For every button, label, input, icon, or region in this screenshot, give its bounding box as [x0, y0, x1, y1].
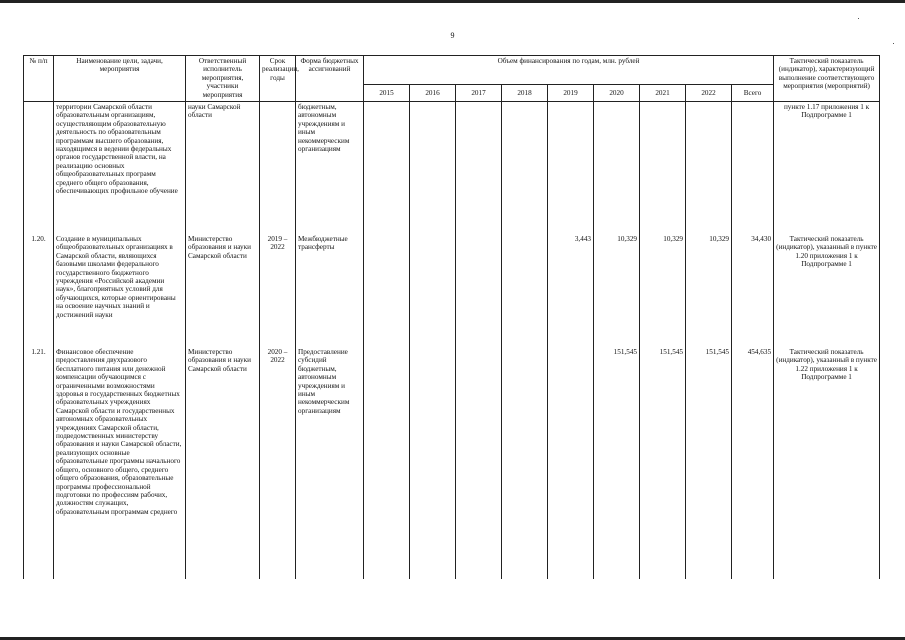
row-value: [410, 102, 456, 230]
row-value: [548, 344, 594, 579]
row-value: 10,329: [594, 229, 640, 344]
row-value: 151,545: [594, 344, 640, 579]
page-number: 9: [450, 31, 455, 40]
header-term: Срок реализации, годы: [260, 56, 296, 102]
row-value: 10,329: [640, 229, 686, 344]
header-funding: Объем финансирования по годам, млн. рублей: [364, 56, 774, 85]
row-indicator: пункте 1.17 приложения 1 к Подпрограмме 1: [774, 102, 880, 230]
table-row: [24, 102, 880, 230]
row-responsible: Министерство образования и науки Самарской области: [186, 229, 260, 344]
header-year: 2021: [640, 85, 686, 102]
row-value: [594, 102, 640, 230]
funding-table: [23, 55, 880, 579]
row-name: Создание в муниципальных общеобразовательных организациях в Самарской области, являющихся базовыми школами федерального государственного бюджетного учреждения «Российской академии наук», благоприятных условий для обучающихся, которые ориентированы на освоение научных знаний и достижений науки: [54, 229, 186, 344]
header-year: 2022: [686, 85, 732, 102]
row-value: [364, 229, 410, 344]
row-value: [456, 344, 502, 579]
header-form: Форма бюджетных ассигнований: [296, 56, 364, 102]
row-term: 2020 – 2022: [260, 344, 296, 579]
header-name: Наименование цели, задачи, мероприятия: [54, 56, 186, 102]
header-total: Всего: [732, 85, 774, 102]
row-value: [502, 344, 548, 579]
row-form: Предоставление субсидий бюджетным, автономным учреждениям и иным некоммерческим организациям: [296, 344, 364, 579]
row-value: 3,443: [548, 229, 594, 344]
row-num: 1.21.: [24, 344, 54, 579]
row-num: [24, 102, 54, 230]
header-year: 2019: [548, 85, 594, 102]
row-value: 151,545: [640, 344, 686, 579]
row-value: [640, 102, 686, 230]
header-year: 2017: [456, 85, 502, 102]
row-form: бюджетным, автономным учреждениям и иным некоммерческим организациям: [296, 102, 364, 230]
row-responsible: Министерство образования и науки Самарской области: [186, 344, 260, 579]
row-indicator: Тактический показатель (индикатор), указанный в пункте 1.20 приложения 1 к Подпрограмме 1: [774, 229, 880, 344]
row-value: [364, 344, 410, 579]
row-indicator: Тактический показатель (индикатор), указанный в пункте 1.22 приложения 1 к Подпрограмме 1: [774, 344, 880, 579]
row-total: 34,430: [732, 229, 774, 344]
row-name: территории Самарской области образовательным организациям, осуществляющим образовательную деятельность по образовательным программам высшего образования, находящимся в ведении федеральных органов государственной власти, на реализацию основных общеобразовательных программ среднего общего образования, обеспечивающих профильное обучение: [54, 102, 186, 230]
row-total: [732, 102, 774, 230]
row-total: 454,635: [732, 344, 774, 579]
top-rule: [0, 0, 905, 3]
header-year: 2018: [502, 85, 548, 102]
header-responsible: Ответственный исполнитель мероприятия, участники мероприятия: [186, 56, 260, 102]
row-value: 151,545: [686, 344, 732, 579]
table-row: [24, 229, 880, 344]
header-indicator: Тактический показатель (индикатор), характеризующий выполнение соответствующего мероприятия (мероприятий): [774, 56, 880, 102]
row-value: 10,329: [686, 229, 732, 344]
row-value: [364, 102, 410, 230]
row-responsible: науки Самарской области: [186, 102, 260, 230]
header-year: 2020: [594, 85, 640, 102]
row-value: [502, 229, 548, 344]
header-year: 2016: [410, 85, 456, 102]
header-num: № п/п: [24, 56, 54, 102]
row-num: 1.20.: [24, 229, 54, 344]
scan-speck: [893, 43, 894, 44]
table-row: [24, 344, 880, 579]
header-year: 2015: [364, 85, 410, 102]
row-form: Межбюджетные трансферты: [296, 229, 364, 344]
row-value: [456, 229, 502, 344]
row-term: [260, 102, 296, 230]
row-value: [548, 102, 594, 230]
row-value: [410, 229, 456, 344]
row-value: [456, 102, 502, 230]
row-value: [410, 344, 456, 579]
row-name: Финансовое обеспечение предоставления двухразового бесплатного питания или денежной компенсации обучающимся с ограниченными возможностями здоровья в государственных бюджетных образовательных учреждениях Самарской области и государственных автономных образовательных учреждениях Самарской области, подведомственных министерству образования и науки Самарской области, реализующих основные образовательные программы начального общего, основного общего, среднего общего образования, образовательные программы профессиональной подготовки по профессиям рабочих, должностям служащих, образовательным программам среднего: [54, 344, 186, 579]
scan-speck: [858, 18, 859, 19]
row-term: 2019 – 2022: [260, 229, 296, 344]
row-value: [502, 102, 548, 230]
row-value: [686, 102, 732, 230]
